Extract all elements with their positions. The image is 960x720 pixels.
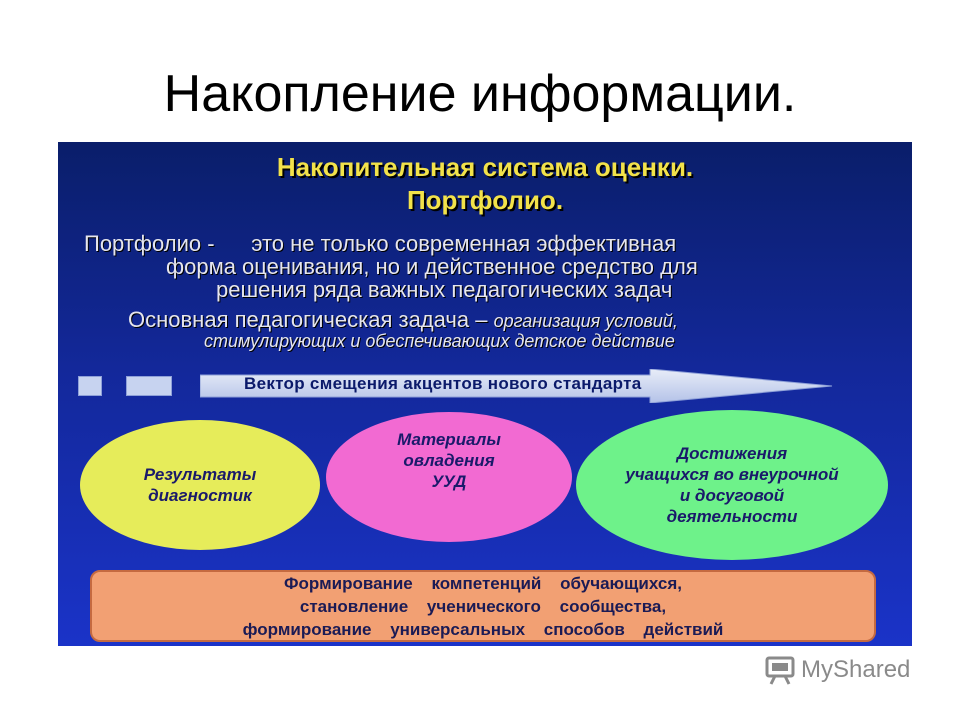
ellipse-achievements-line2: учащихся во внеурочной: [625, 465, 839, 484]
ellipse-diagnostics: [80, 420, 320, 550]
competencies-box: [90, 570, 876, 642]
competencies-line3: формирование универсальных способов действий: [242, 619, 724, 639]
panel-heading-line1: Накопительная система оценки.: [276, 152, 694, 182]
slide-title: Накопление информации.: [163, 65, 797, 123]
definition-line2: форма оценивания, но и действенное средство для: [166, 254, 698, 279]
competencies-line1: Формирование компетенций обучающихся,: [284, 573, 682, 593]
ellipse-achievements: [576, 410, 888, 560]
definition-line3: решения ряда важных педагогических задач: [216, 277, 673, 302]
definition-line1: Портфолио - это не только современная эффективная: [84, 231, 677, 256]
ellipse-diagnostics-line2: диагностик: [148, 486, 252, 505]
ellipse-achievements-line1: Достижения: [676, 444, 788, 463]
watermark-text: MyShared: [801, 656, 911, 683]
ellipse-diagnostics-line1: Результаты: [143, 465, 257, 484]
competencies-line2: становление ученического сообщества,: [299, 596, 667, 616]
ellipse-uud-line2: овладения: [403, 450, 495, 470]
ellipse-uud-line3: УУД: [431, 471, 467, 491]
decor-square-small: [78, 376, 102, 396]
presentation-board-icon: [765, 655, 795, 685]
panel-heading-line2: Портфолио.: [406, 185, 564, 215]
decor-square-wide: [126, 376, 172, 396]
watermark: [765, 655, 910, 685]
task-line2: стимулирующих и обеспечивающих детское действие: [204, 331, 675, 351]
task-italic1: организация условий,: [493, 311, 678, 331]
ellipse-uud-line1: Материалы: [397, 429, 501, 449]
vector-arrow-label: Вектор смещения акцентов нового стандарта: [244, 374, 642, 393]
ellipse-achievements-line3: и досуговой: [679, 486, 785, 505]
ellipse-uud: [326, 412, 572, 542]
ellipse-achievements-line4: деятельности: [666, 507, 798, 526]
content-panel: [58, 142, 912, 646]
task-prefix: Основная педагогическая задача –: [128, 307, 488, 332]
